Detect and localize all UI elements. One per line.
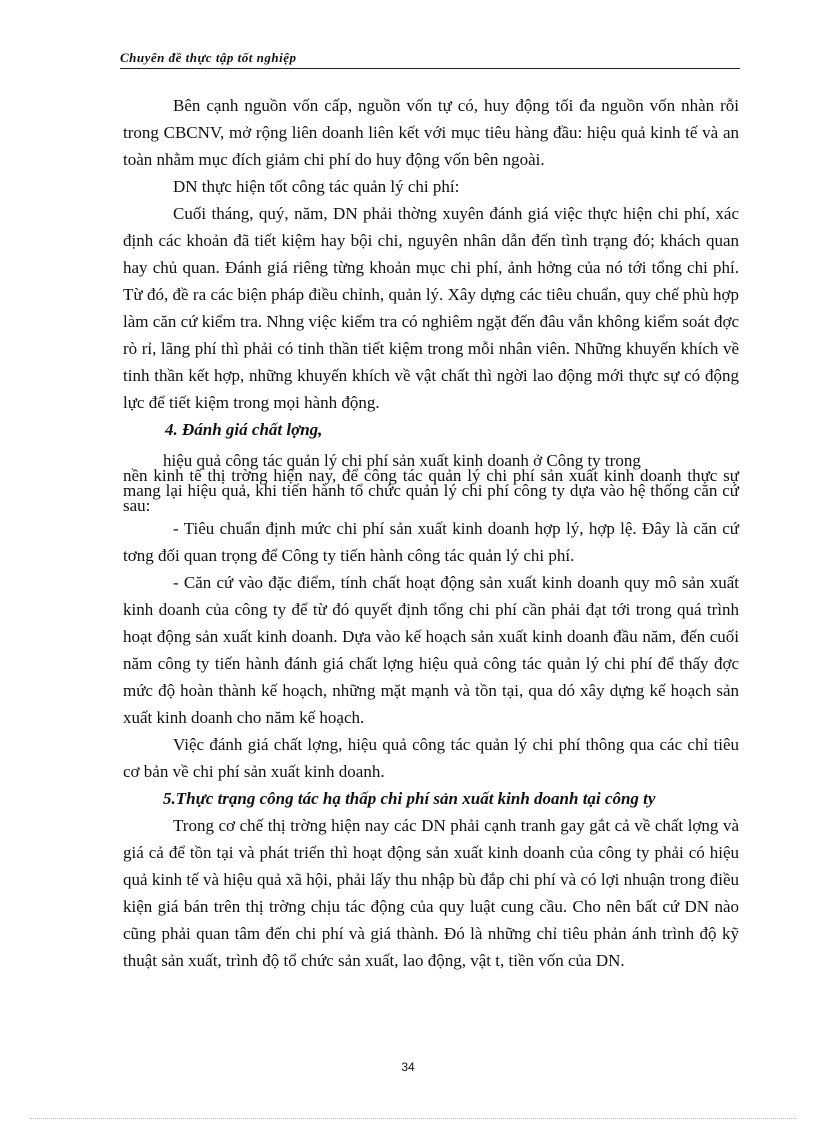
paragraph-market-mechanism: Trong cơ chế thị trờng hiện nay các DN phải cạnh tranh gay gắt cả về chất lợng và giá cả để tồn tại và phát triển thì hoạt động sản xuất kinh doanh của công ty phải có hiệu quả kinh tế và hiệu quả xã hội, phải lấy thu nhập bù đắp chi phí và có lợi nhuận trong điều kiện giá bán trên thị trờng chịu tác động của quy luật cung cầu. Cho nên bất cứ DN nào cũng phải quan tâm đến chi phí và giá thành. Đó là những chỉ tiêu phản ánh trình độ kỹ thuật sản xuất, trình độ tổ chức sản xuất, lao động, vật t, tiền vốn của DN. (123, 816, 739, 970)
header-title: Chuyên đề thực tập tốt nghiệp (120, 50, 297, 65)
paragraph-quality-evaluation: Việc đánh giá chất lợng, hiệu quả công tác quản lý chi phí thông qua các chỉ tiêu cơ bản về chi phí sản xuất kinh doanh. (123, 735, 739, 781)
paragraph-cost-management-intro: DN thực hiện tốt công tác quản lý chi phí: (173, 177, 460, 196)
section-heading-5: 5.Thực trạng công tác hạ thấp chi phí sản xuất kinh doanh tại công ty (163, 789, 656, 808)
document-body (123, 92, 739, 974)
paragraph-periodic-evaluation: Cuối tháng, quý, năm, DN phải thờng xuyên đánh giá việc thực hiện chi phí, xác định các khoản đã tiết kiệm hay bội chi, nguyên nhân dẫn đến tình trạng đó; khách quan hay chủ quan. Đánh giá riêng từng khoản mục chi phí, ảnh hởng của nó tới tổng chi phí. Từ đó, đề ra các biện pháp điều chỉnh, quản lý. Xây dựng các tiêu chuẩn, quy chế phù hợp làm căn cứ kiểm tra. Nhng việc kiểm tra có nghiêm ngặt đến đâu vẫn không kiểm soát đợc rò rỉ, lãng phí thì phải có tinh thần tiết kiệm trong mỗi nhân viên. Những khuyến khích về tinh thần kết hợp, những khuyến khích về vật chất thì ngời lao động mới thực sự có động lực để tiết kiệm trong mọi hành động. (123, 204, 739, 412)
page-header (120, 48, 740, 69)
page-border-dots (30, 1118, 796, 1119)
paragraph-evaluation-basis-rest: nền kinh tế thị trờng hiện nay, để công tác quản lý chi phí sản xuất kinh doanh thực sự mang lại hiệu quả, khi tiến hành tổ chức quản lý chi phí công ty dựa vào hệ thống căn cứ sau: (123, 466, 739, 515)
page-number: 34 (401, 1060, 415, 1074)
paragraph-evaluation-basis-first-line: hiệu quả công tác quản lý chi phí sản xuất kinh doanh ở Công ty trong (163, 451, 641, 470)
paragraph-business-characteristics: - Căn cứ vào đặc điểm, tính chất hoạt động sản xuất kinh doanh quy mô sản xuất kinh doanh của công ty để từ đó quyết định tổng chi phí cần phải đạt tới trong quá trình hoạt động sản xuất kinh doanh. Dựa vào kế hoạch sản xuất kinh doanh đầu năm, đến cuối năm công ty tiến hành đánh giá chất lợng hiệu quả công tác quản lý chi phí để thấy đợc mức độ hoàn thành kế hoạch, những mặt mạnh và tồn tại, qua dó xây dựng kế hoạch sản xuất kinh doanh cho năm kế hoạch. (123, 573, 739, 727)
paragraph-cost-norms: - Tiêu chuẩn định mức chi phí sản xuất kinh doanh hợp lý, hợp lệ. Đây là căn cứ tơng đối quan trọng để Công ty tiến hành công tác quản lý chi phí. (123, 519, 739, 565)
paragraph-evaluation-basis (123, 453, 739, 513)
section-heading-4: 4. Đánh giá chất lợng, (165, 420, 323, 439)
paragraph-capital-sources: Bên cạnh nguồn vốn cấp, nguồn vốn tự có, huy động tối đa nguồn vốn nhàn rỗi trong CBCNV, mở rộng liên doanh liên kết với mục tiêu hàng đầu: hiệu quả kinh tế và an toàn nhằm mục đích giảm chi phí do huy động vốn bên ngoài. (123, 96, 739, 169)
